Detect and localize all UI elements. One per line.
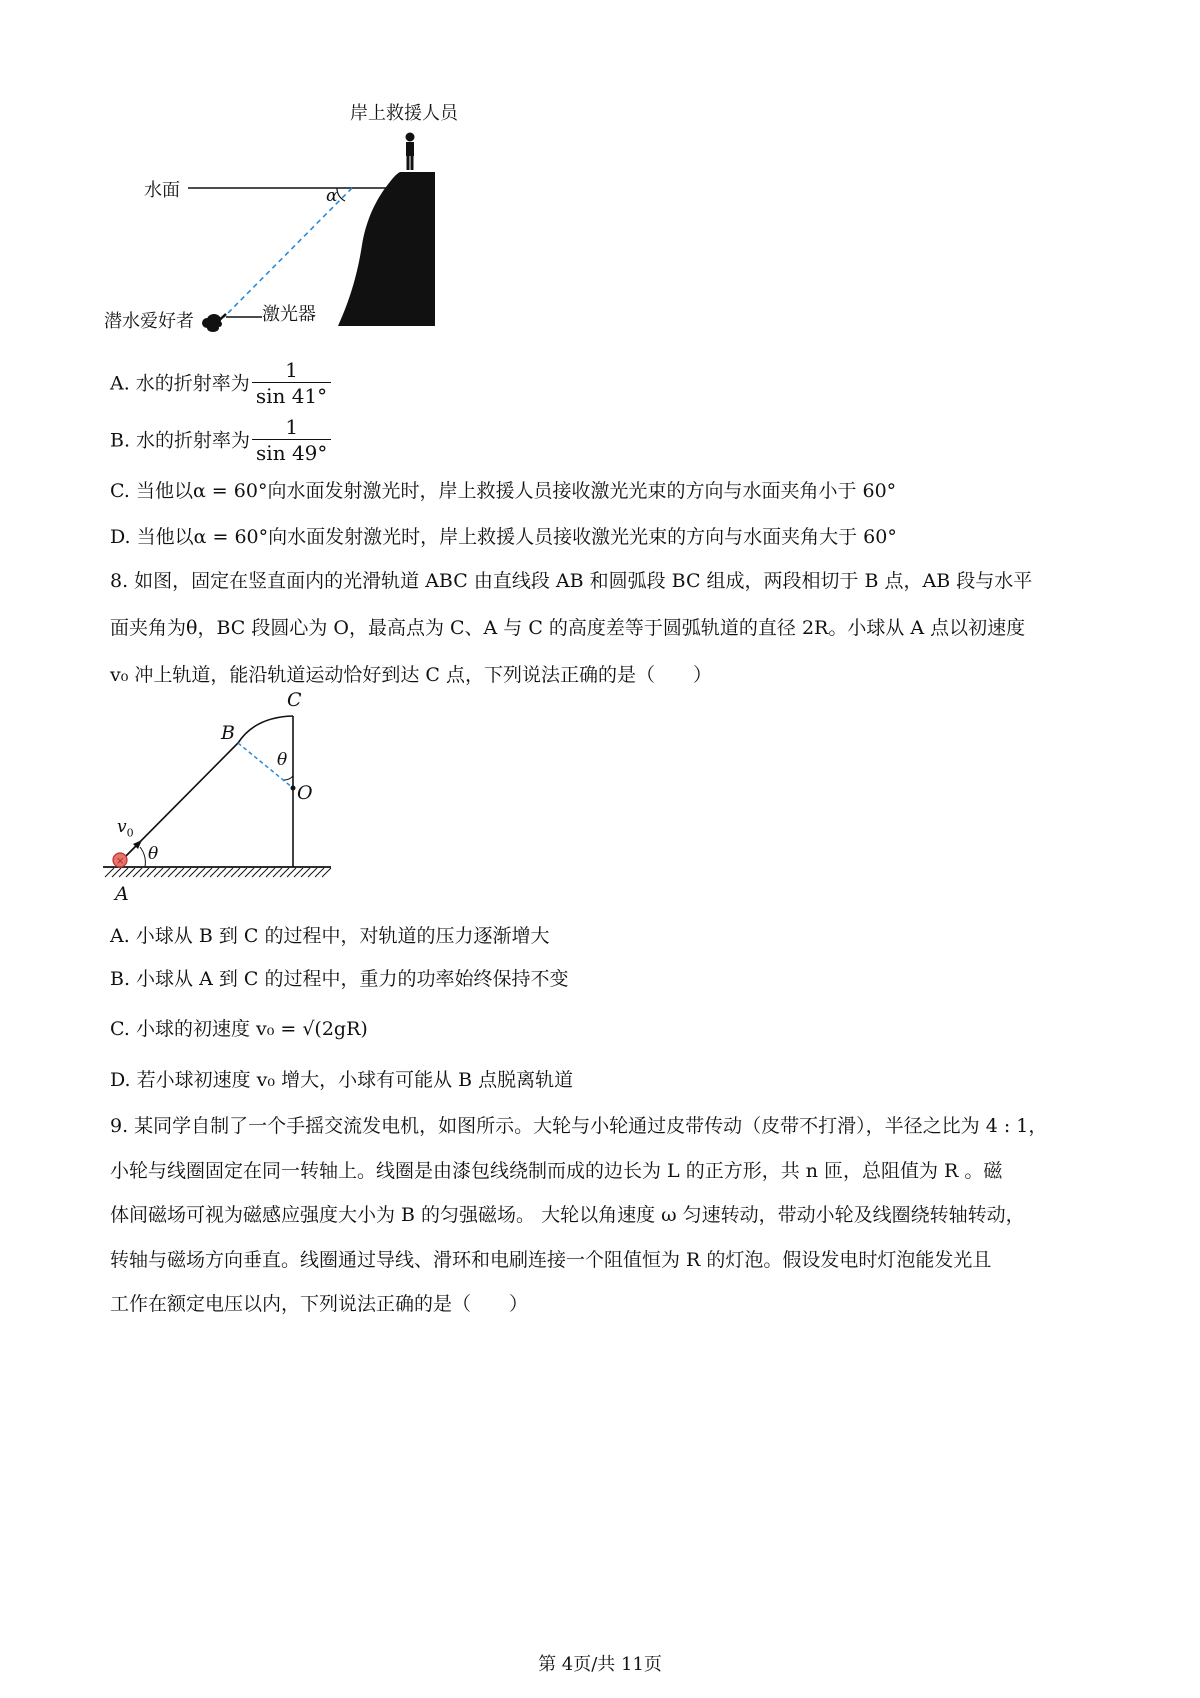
fraction-denominator: sin 49° <box>256 441 328 465</box>
label-theta-top: θ <box>277 750 288 770</box>
ground-hatch <box>105 868 331 877</box>
arc-BC <box>238 716 293 743</box>
laser-label: 激光器 <box>262 304 316 325</box>
q8-option-d: D. 若小球初速度 v₀ 增大，小球有可能从 B 点脱离轨道 <box>110 1069 574 1091</box>
q8-option-b: B. 小球从 A 到 C 的过程中，重力的功率始终保持不变 <box>110 968 569 990</box>
laser-beam <box>224 188 352 317</box>
q7-option-b <box>110 415 331 466</box>
theta-arc-O <box>284 776 293 780</box>
svg-text:×: × <box>116 856 125 867</box>
q9-line2: 小轮与线圈固定在同一转轴上。线圈是由漆包线绕制而成的边长为 L 的正方形，共 n 匝，总阻值为 R 。磁 <box>110 1160 1003 1182</box>
q7-option-b-fraction <box>252 415 331 466</box>
diver-figure <box>202 314 222 332</box>
q7-option-a-fraction <box>252 358 331 409</box>
fraction-numerator: 1 <box>252 358 331 383</box>
q7-option-a <box>110 358 331 409</box>
q8-stem-line3: v₀ 冲上轨道，能沿轨道运动恰好到达 C 点，下列说法正确的是（ ） <box>110 664 713 686</box>
q8-stem-line2: 面夹角为θ，BC 段圆心为 O，最高点为 C、A 与 C 的高度差等于圆弧轨道的直径 2R。小球从 A 点以初速度 <box>110 617 1026 639</box>
q7-option-c: C. 当他以α = 60°向水面发射激光时，岸上救援人员接收激光光束的方向与水面夹角小于 60° <box>110 480 897 502</box>
label-A: A <box>115 883 129 905</box>
q9-line5: 工作在额定电压以内，下列说法正确的是（ ） <box>110 1293 529 1315</box>
cliff-shape <box>338 172 435 326</box>
rescuer-figure <box>406 133 415 171</box>
q8-option-c: C. 小球的初速度 v₀ = √(2gR) <box>110 1018 368 1040</box>
rescuer-label: 岸上救援人员 <box>350 103 458 124</box>
q8-option-a: A. 小球从 B 到 C 的过程中，对轨道的压力逐渐增大 <box>110 925 550 947</box>
water-surface-label: 水面 <box>144 180 180 201</box>
point-O <box>291 786 296 791</box>
theta-arc-A <box>140 847 145 867</box>
q7-option-d: D. 当他以α = 60°向水面发射激光时，岸上救援人员接收激光光束的方向与水面夹角大于 60° <box>110 526 897 548</box>
label-C: C <box>287 689 302 711</box>
label-O: O <box>297 782 313 804</box>
q8-stem-line1: 8. 如图，固定在竖直面内的光滑轨道 ABC 由直线段 AB 和圆弧段 BC 组成，两段相切于 B 点，AB 段与水平 <box>110 570 1033 592</box>
label-v0-main: v <box>117 817 127 837</box>
diver-label: 潜水爱好者 <box>104 311 194 332</box>
fraction-numerator: 1 <box>252 415 331 440</box>
angle-arc <box>337 188 345 201</box>
q9-line3: 体间磁场可视为磁感应强度大小为 B 的匀强磁场。 大轮以角速度 ω 匀速转动，带动小轮及线圈绕转轴转动， <box>110 1204 1025 1226</box>
q7-option-b-text: B. 水的折射率为 <box>110 429 251 452</box>
label-B: B <box>221 722 235 744</box>
label-v0-sub: 0 <box>126 826 134 840</box>
label-theta-base: θ <box>148 844 159 864</box>
q7-option-a-text: A. 水的折射率为 <box>110 372 250 395</box>
alpha-label: α <box>326 186 338 206</box>
page-footer: 第 4页/共 11页 <box>538 1654 662 1675</box>
fraction-denominator: sin 41° <box>255 384 328 408</box>
q9-line1: 9. 某同学自制了一个手摇交流发电机，如图所示。大轮与小轮通过皮带传动（皮带不打滑），半径之比为 4 : 1， <box>110 1115 1048 1137</box>
q9-line4: 转轴与磁场方向垂直。线圈通过导线、滑环和电刷连接一个阻值恒为 R 的灯泡。假设发电时灯泡能发光且 <box>110 1249 992 1271</box>
label-v0 <box>117 817 134 839</box>
